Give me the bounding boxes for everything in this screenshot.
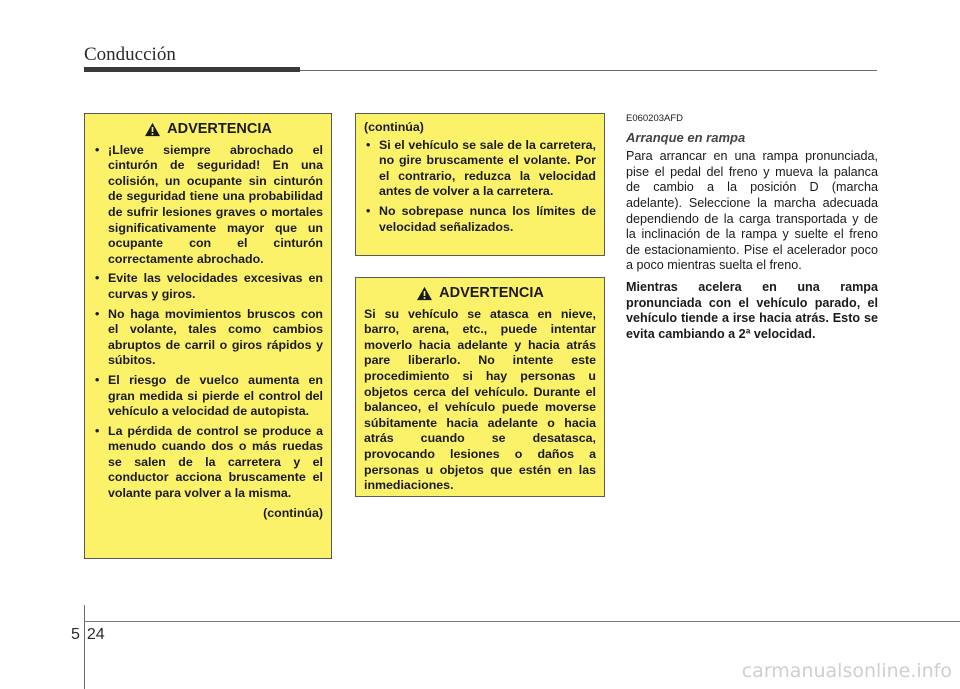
warning-item: • ¡Lleve siempre abrochado el cinturón de seguridad! En una colisión, un ocupante sin cinturón de seguridad tiene una probabilidad de sufrir lesiones graves o mortales significativamente mayor que un ocupante con el cinturón correctamente abrochado. — [93, 143, 323, 268]
warning-title: ADVERTENCIA — [439, 285, 544, 301]
warning-item: • Si el vehículo se sale de la carretera, no gire bruscamente el volante. Por el contrario, reduzca la velocidad antes de volver a la carretera. — [364, 138, 596, 200]
warning-item: • No haga movimientos bruscos con el volante, tales como cambios abruptos de carril o giros rápidos y súbitos. — [93, 307, 323, 369]
warning-header — [364, 286, 596, 302]
warning-item: • El riesgo de vuelco aumenta en gran medida si pierde el control del vehículo a velocidad de autopista. — [93, 373, 323, 420]
page-number — [71, 626, 105, 644]
warning-triangle-icon — [144, 122, 161, 137]
warning-item: • La pérdida de control se produce a menudo cuando dos o más ruedas se salen de la carretera y el conductor acciona bruscamente el volante para volver a la misma. — [93, 424, 323, 502]
body-paragraph: Para arrancar en una rampa pronunciada, pise el pedal del freno y mueva la palanca de cambio a la posición D (marcha adelante). Seleccione la marcha adecuada dependiendo de la carga transportada y de la inclinación de la rampa y suelte el freno de estacionamiento. Pise el acelerador poco a poco mientras suelta el freno. — [626, 149, 878, 273]
body-paragraph-bold: Mientras acelera en una rampa pronunciada con el vehículo parado, el vehículo tiende a irse hacia atrás. Esto se evita cambiando a 2ª velocidad. — [626, 279, 878, 341]
page-number-value: 24 — [86, 626, 105, 643]
warning-title: ADVERTENCIA — [167, 121, 272, 137]
warning-item: • Evite las velocidades excesivas en curvas y giros. — [93, 271, 323, 302]
warning-list — [93, 143, 323, 502]
warning-text: Si su vehículo se atasca en nieve, barro, arena, etc., puede intentar moverlo hacia adelante y hacia atrás pare liberarlo. No intente este procedimiento si hay personas u objetos cerca del vehículo. Durante el balanceo, el vehículo puede moverse súbitamente hacia adelante o hacia atrás cuando se desatasca, provocando lesiones o daños a personas u objetos que estén en las inmediaciones. — [364, 306, 596, 493]
warning-item: • No sobrepase nunca los límites de velocidad señalizados. — [364, 204, 596, 235]
continued-label: (continúa) — [364, 120, 424, 134]
header-rule — [300, 70, 877, 71]
chapter-title: Conducción — [84, 44, 176, 65]
warning-list — [364, 138, 596, 236]
reference-code: E060203AFD — [626, 113, 684, 124]
warning-header — [93, 122, 323, 138]
chapter-number: 5 — [71, 626, 80, 643]
warning-triangle-icon — [416, 286, 433, 301]
section-subtitle: Arranque en rampa — [626, 129, 746, 145]
warning-box-seatbelt — [84, 113, 332, 559]
footer-rule — [84, 621, 960, 622]
header-bar — [84, 67, 300, 72]
warning-box-stuck — [355, 277, 605, 497]
continues-label: (continúa) — [263, 505, 323, 520]
watermark: carmanualsonline.info — [741, 660, 952, 682]
section-hill-start — [626, 111, 878, 348]
warning-box-continued — [355, 113, 605, 256]
footer-divider — [84, 605, 85, 689]
